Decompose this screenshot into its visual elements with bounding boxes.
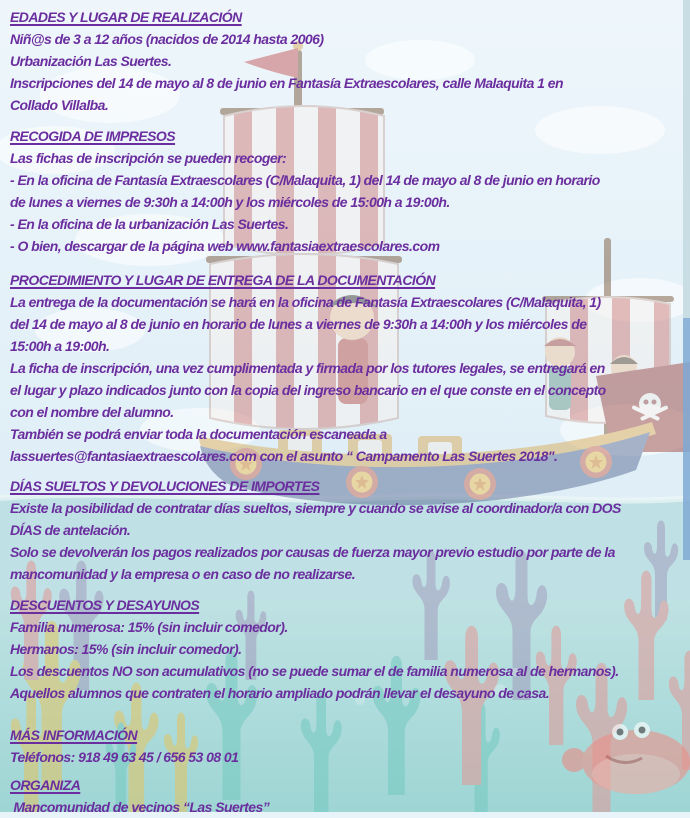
section-lines [10, 147, 690, 257]
text-line: el lugar y plazo indicados junto con la copia del ingreso bancario en el que conste en el concepto [10, 382, 606, 398]
text-line: Collado Villalba. [10, 97, 109, 113]
section-heading: EDADES Y LUGAR DE REALIZACIÓN [10, 9, 242, 25]
section-heading: PROCEDIMIENTO Y LUGAR DE ENTREGA DE LA DOCUMENTACIÓN [10, 272, 436, 288]
flyer-section [10, 6, 690, 116]
text-line: con el nombre del alumno. [10, 404, 174, 420]
text-line: - En la oficina de la urbanización Las Suertes. [10, 216, 289, 232]
section-lines [10, 291, 690, 467]
text-line: Familia numerosa: 15% (sin incluir comedor). [10, 619, 288, 635]
section-lines [10, 28, 690, 116]
section-heading: RECOGIDA DE IMPRESOS [10, 128, 176, 144]
text-line: de lunes a viernes de 9:30h a 14:00h y los miércoles de 15:00h a 19:00h. [10, 194, 450, 210]
section-heading: ORGANIZA [10, 777, 81, 793]
text-line: Inscripciones del 14 de mayo al 8 de junio en Fantasía Extraescolares, calle Malaquita 1 en [10, 75, 563, 91]
text-line: La entrega de la documentación se hará en la oficina de Fantasía Extraescolares (C/Malaquita, 1) [10, 294, 601, 310]
flyer-section [10, 269, 690, 467]
text-line: Aquellos alumnos que contraten el horario ampliado podrán llevar el desayuno de casa. [10, 685, 550, 701]
section-lines [10, 497, 690, 585]
text-line: Existe la posibilidad de contratar días sueltos, siempre y cuando se avise al coordinador/a con DOS [10, 500, 621, 516]
flyer-section [10, 125, 690, 257]
flyer-section [10, 724, 690, 768]
text-line: lassuertes@fantasiaextraescolares.com con el asunto “ Campamento Las Suertes 2018". [10, 448, 558, 464]
section-lines [10, 616, 690, 704]
text-line: 15:00h a 19:00h. [10, 338, 110, 354]
text-line: Urbanización Las Suertes. [10, 53, 172, 69]
text-line: Solo se devolverán los pagos realizados por causas de fuerza mayor previo estudio por parte de la [10, 544, 615, 560]
text-line: Hermanos: 15% (sin incluir comedor). [10, 641, 242, 657]
text-line: mancomunidad y la empresa o en caso de no realizarse. [10, 566, 356, 582]
text-line: DÍAS de antelación. [10, 522, 131, 538]
text-line: Los descuentos NO son acumulativos (no se puede sumar el de familia numerosa al de hermanos). [10, 663, 619, 679]
text-line: del 14 de mayo al 8 de junio en horario de lunes a viernes de 9:30h a 14:00h y los miércoles de [10, 316, 587, 332]
text-line: Mancomunidad de vecinos “Las Suertes” [10, 799, 270, 815]
section-heading: DÍAS SUELTOS Y DEVOLUCIONES DE IMPORTES [10, 478, 320, 494]
flyer-section [10, 594, 690, 704]
text-line: Las fichas de inscripción se pueden recoger: [10, 150, 287, 166]
text-line: - En la oficina de Fantasía Extraescolares (C/Malaquita, 1) del 14 de mayo al 8 de junio en horario [10, 172, 600, 188]
text-line: Teléfonos: 918 49 63 45 / 656 53 08 01 [10, 749, 239, 765]
flyer-section [10, 774, 690, 818]
section-lines [10, 796, 690, 818]
section-lines [10, 746, 690, 768]
flyer-sections [10, 6, 690, 818]
flyer-section [10, 475, 690, 585]
text-line: - O bien, descargar de la página web www.fantasiaextraescolares.com [10, 238, 440, 254]
section-heading: MÁS INFORMACIÓN [10, 727, 138, 743]
text-line: La ficha de inscripción, una vez cumplimentada y firmada por los tutores legales, se entregará en [10, 360, 605, 376]
text-line: También se podrá enviar toda la documentación escaneada a [10, 426, 387, 442]
section-heading: DESCUENTOS Y DESAYUNOS [10, 597, 200, 613]
text-line: Niñ@s de 3 a 12 años (nacidos de 2014 hasta 2006) [10, 31, 324, 47]
